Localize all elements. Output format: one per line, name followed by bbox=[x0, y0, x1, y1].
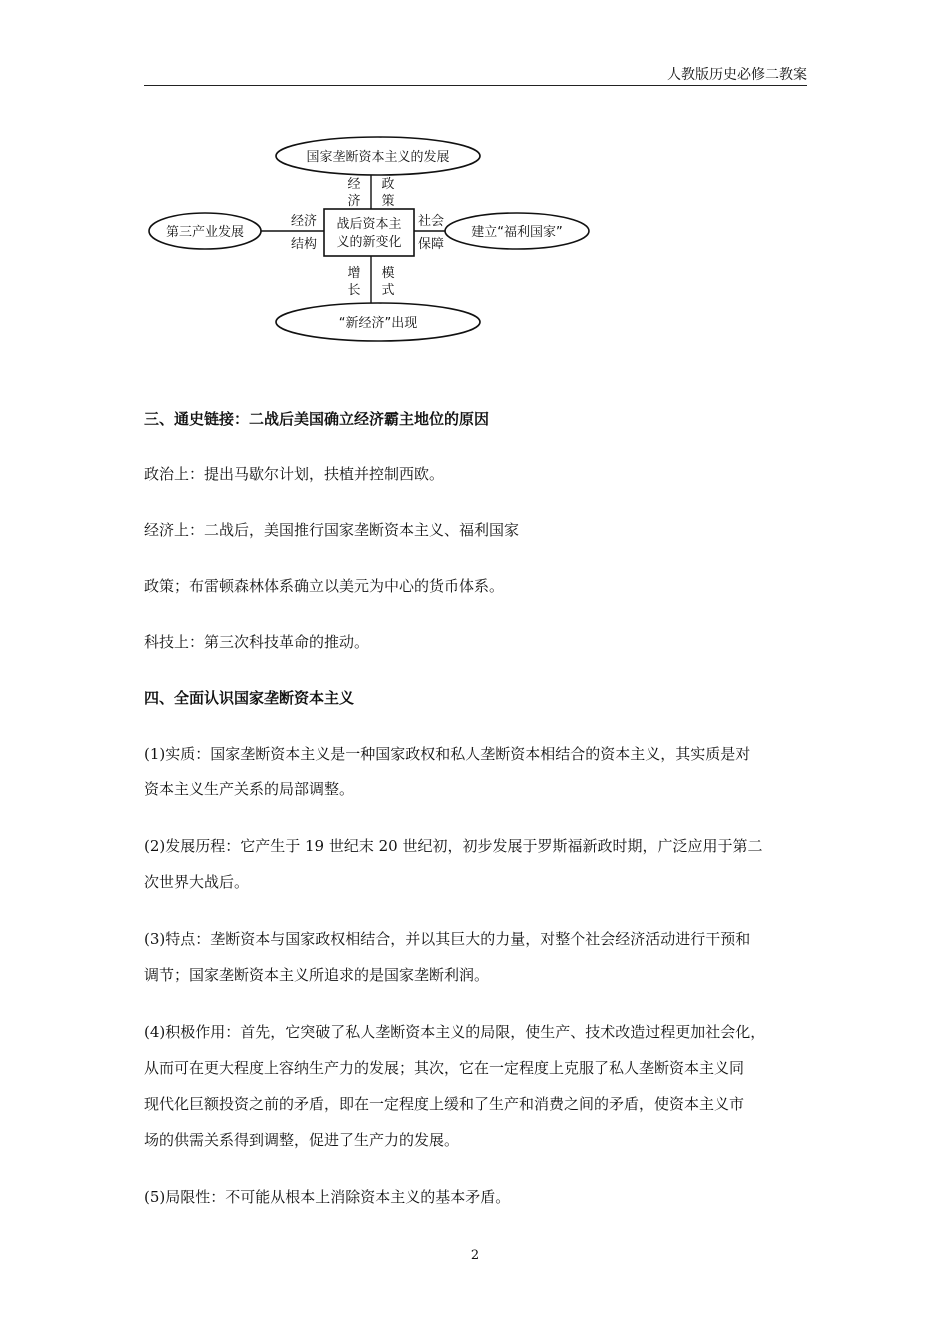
section3-economy: 经济上：二战后，美国推行国家垄断资本主义、福利国家 bbox=[144, 521, 520, 539]
left-node-label: 第三产业发展 bbox=[165, 225, 245, 240]
top-label-right-2: 策 bbox=[381, 194, 395, 209]
section3-heading: 三、通史链接：二战后美国确立经济霸主地位的原因 bbox=[144, 410, 490, 428]
top-label-right-1: 政 bbox=[381, 177, 395, 192]
section3-politics: 政治上：提出马歇尔计划，扶植并控制西欧。 bbox=[144, 465, 445, 483]
top-label-left-2: 济 bbox=[347, 194, 361, 209]
section4-features-line-1: (3)特点：垄断资本与国家政权相结合，并以其巨大的力量，对整个社会经济活动进行干预和 bbox=[144, 930, 751, 948]
section3-technology: 科技上：第三次科技革命的推动。 bbox=[144, 633, 370, 651]
top-node-label: 国家垄断资本主义的发展 bbox=[306, 150, 450, 165]
section4-limitations: (5)局限性：不可能从根本上消除资本主义的基本矛盾。 bbox=[144, 1188, 511, 1206]
bottom-label-left-1: 增 bbox=[347, 266, 361, 281]
left-label-bottom: 结构 bbox=[290, 237, 318, 252]
section4-essence-line-1: (1)实质：国家垄断资本主义是一种国家政权和私人垄断资本相结合的资本主义，其实质是对 bbox=[144, 745, 751, 763]
right-label-bottom: 保障 bbox=[417, 237, 445, 252]
left-label-top: 经济 bbox=[290, 214, 318, 229]
bottom-label-left-2: 长 bbox=[347, 283, 361, 298]
bottom-label-right-1: 模 bbox=[381, 266, 395, 281]
concept-diagram bbox=[144, 134, 604, 344]
page-header: 人教版历史必修二教案 bbox=[667, 67, 807, 83]
section4-effects-line-2: 从而可在更大程度上容纳生产力的发展；其次，它在一定程度上克服了私人垄断资本主义同 bbox=[144, 1059, 745, 1077]
section3-policy: 政策；布雷顿森林体系确立以美元为中心的货币体系。 bbox=[144, 577, 505, 595]
section4-history-line-1: (2)发展历程：它产生于 19 世纪末 20 世纪初，初步发展于罗斯福新政时期，广泛应用于第二 bbox=[144, 837, 763, 855]
bottom-label-right-2: 式 bbox=[381, 283, 395, 298]
section4-essence-line-2: 资本主义生产关系的局部调整。 bbox=[144, 780, 355, 798]
section4-history-line-2: 次世界大战后。 bbox=[144, 873, 250, 891]
section4-heading: 四、全面认识国家垄断资本主义 bbox=[144, 689, 355, 707]
center-line-1: 战后资本主 bbox=[336, 217, 402, 232]
page-number: 2 bbox=[470, 1248, 480, 1263]
section4-effects-line-1: (4)积极作用：首先，它突破了私人垄断资本主义的局限，使生产、技术改造过程更加社会化， bbox=[144, 1023, 766, 1041]
right-node-label: 建立“福利国家” bbox=[471, 225, 563, 240]
right-label-top: 社会 bbox=[417, 214, 445, 229]
section4-effects-line-3: 现代化巨额投资之前的矛盾，即在一定程度上缓和了生产和消费之间的矛盾，使资本主义市 bbox=[144, 1095, 745, 1113]
center-line-2: 义的新变化 bbox=[336, 235, 402, 250]
section4-effects-line-4: 场的供需关系得到调整，促进了生产力的发展。 bbox=[144, 1131, 460, 1149]
bottom-node-label: “新经济”出现 bbox=[338, 316, 418, 331]
section4-features-line-2: 调节；国家垄断资本主义所追求的是国家垄断利润。 bbox=[144, 966, 490, 984]
top-label-left-1: 经 bbox=[347, 177, 361, 192]
header-rule bbox=[144, 85, 807, 86]
